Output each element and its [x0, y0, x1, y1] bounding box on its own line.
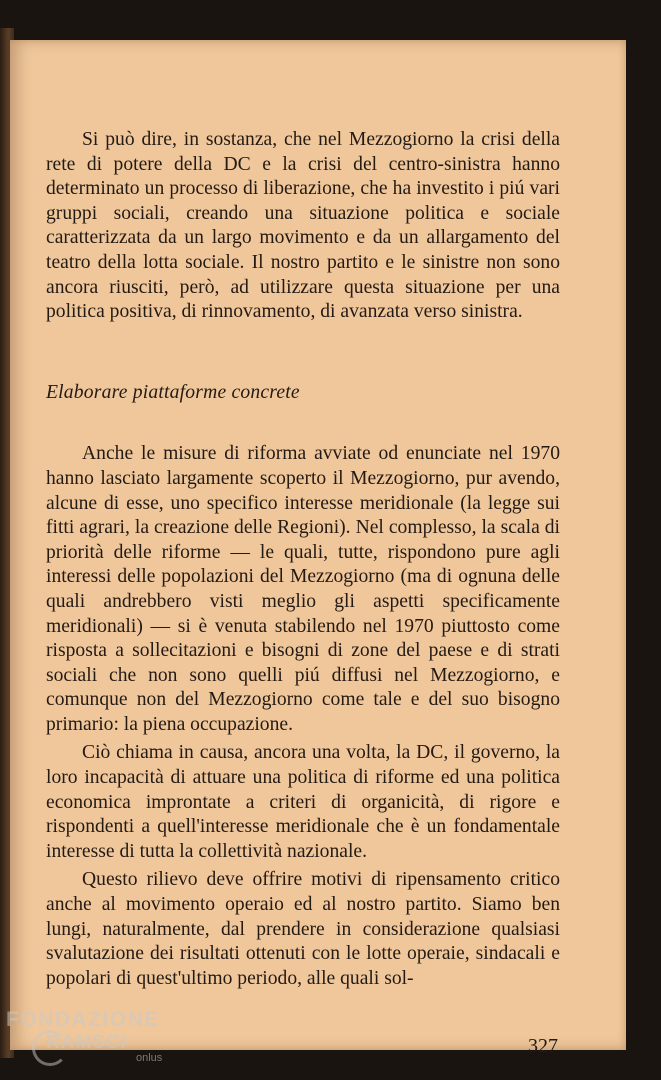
book-page — [10, 40, 626, 1057]
page-number: 327 — [528, 1035, 558, 1057]
paragraph-4: Questo rilievo deve offrire motivi di ripensamento critico anche al movimento operaio ed al nostro partito. Siamo ben lungi, naturalmente, dal prendere in considerazione qualsiasi svalutazione dei risultati ottenuti con le lotte operaie, sindacali e popolari di quest'ultimo periodo, alle quali sol- — [46, 869, 560, 989]
watermark — [6, 1008, 163, 1064]
watermark-subtitle: RAMSCI — [46, 1032, 127, 1053]
paragraph-2: Anche le misure di riforma avviate od enunciate nel 1970 hanno lasciato largamente scoperto il Mezzogiorno, pur avendo, alcune di esse, uno specifico interesse meridionale (la legge sui fitti agrari, la creazione delle Regioni). Nel complesso, la scala di priorità delle riforme — le quali, tutte, rispondono pure agli interessi delle popolazioni del Mezzogiorno (ma di ognuna delle quali andrebbero visti meglio gli aspetti specificamente meridionali) — si è venuta stabilendo nel 1970 piuttosto come risposta a sollecitazioni e bisogni di zone del paese e di strati sociali che non sono quelli piú diffusi nel Mezzogiorno, e comunque non del Mezzogiorno come tale e del suo bisogno primario: la piena occupazione. — [46, 443, 560, 735]
paragraph-1: Si può dire, in sostanza, che nel Mezzogiorno la crisi della rete di potere della DC e la crisi del centro-sinistra hanno determinato un processo di liberazione, che ha investito i piú vari gruppi sociali, creando una situazione politica e sociale caratterizzata da un largo movimento e da un allargamento del teatro della lotta sociale. Il nostro partito e le sinistre non sono ancora riusciti, però, ad utilizzare questa situazione per una politica positiva, di rinnovamento, di avanzata verso sinistra. — [46, 129, 560, 323]
section-heading: Elaborare piattaforme concrete — [46, 381, 300, 403]
watermark-title: FONDAZIONE — [6, 1008, 160, 1031]
watermark-note: onlus — [136, 1052, 163, 1064]
page-text-block — [46, 128, 560, 991]
paragraph-3: Ciò chiama in causa, ancora una volta, la DC, il governo, la loro incapacità di attuare una politica di riforme ed una politica economica improntate a criteri di organicità, di rigore e rispondenti a quell'interesse meridionale che è un fondamentale interesse di tutta la collettività nazionale. — [46, 742, 560, 862]
